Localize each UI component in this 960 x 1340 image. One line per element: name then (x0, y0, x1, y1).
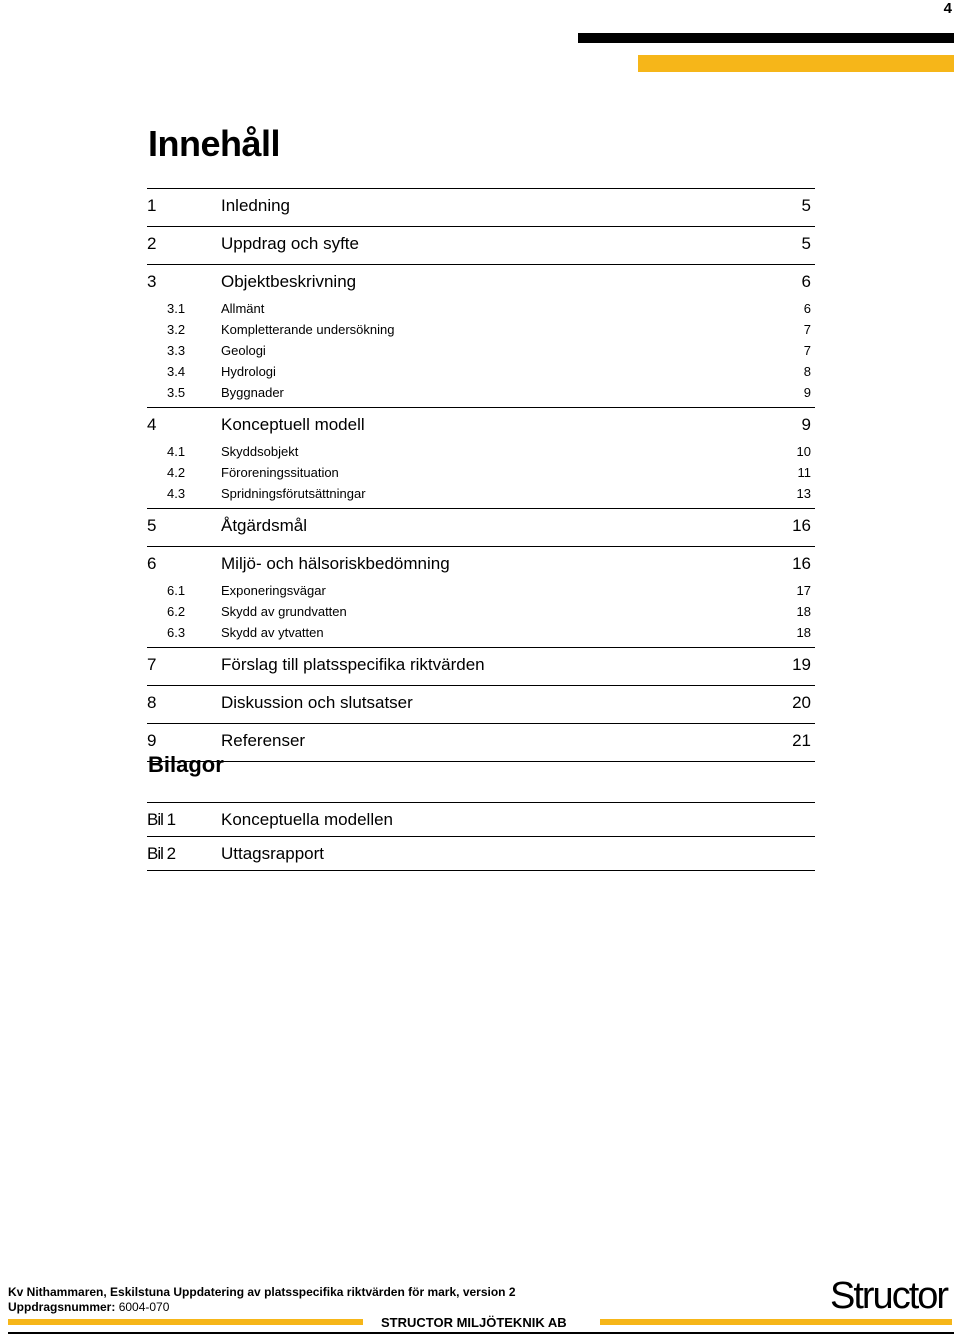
toc-subentry[interactable] (147, 340, 815, 361)
footer-company-name: STRUCTOR MILJÖTEKNIK AB (381, 1315, 567, 1330)
header-black-bar (578, 33, 954, 43)
footer-project-title: Kv Nithammaren, Eskilstuna Uppdatering av platsspecifika riktvärden för mark, version 2 (8, 1285, 516, 1299)
toc-chapter (147, 227, 815, 265)
footer-bottom-line (8, 1332, 954, 1334)
toc-page: 10 (796, 444, 811, 459)
toc-num: 6.3 (167, 625, 186, 640)
toc-label: Exponeringsvägar (221, 583, 326, 598)
toc-label: Kompletterande undersökning (221, 322, 395, 337)
toc-subentry[interactable] (147, 483, 815, 504)
toc-label: Hydrologi (221, 364, 276, 379)
toc-page: 16 (792, 553, 811, 573)
toc-chapter (147, 686, 815, 724)
toc-label: Konceptuell modell (221, 414, 365, 434)
toc-entry[interactable] (147, 265, 815, 298)
table-of-contents (147, 188, 815, 762)
toc-subentry[interactable] (147, 622, 815, 643)
toc-page: 6 (803, 301, 811, 316)
appendix-label: Konceptuella modellen (221, 809, 394, 829)
footer-yellow-bar-left (8, 1319, 363, 1325)
toc-label: Geologi (221, 343, 266, 358)
toc-page: 11 (797, 465, 811, 480)
toc-num: 2 (147, 233, 157, 253)
toc-subentry[interactable] (147, 298, 815, 319)
toc-page: 20 (792, 692, 811, 712)
toc-label: Miljö- och hälsoriskbedömning (221, 553, 450, 573)
toc-entry[interactable] (147, 724, 815, 757)
toc-num: 8 (147, 692, 157, 712)
toc-num: 4.1 (167, 444, 186, 459)
toc-page: 18 (796, 604, 811, 619)
toc-chapter (147, 189, 815, 227)
toc-page: 5 (801, 233, 811, 253)
toc-entry[interactable] (147, 189, 815, 222)
toc-num: 3.5 (167, 385, 186, 400)
toc-entry[interactable] (147, 509, 815, 542)
toc-subentry[interactable] (147, 441, 815, 462)
toc-entry[interactable] (147, 648, 815, 681)
toc-num: 3.3 (167, 343, 186, 358)
page-title: Innehåll (148, 123, 281, 164)
toc-label: Diskussion och slutsatser (221, 692, 413, 712)
toc-page: 16 (792, 515, 811, 535)
header-yellow-bar (638, 55, 954, 72)
toc-num: 3.1 (167, 301, 186, 316)
appendix-entry[interactable] (147, 803, 815, 837)
appendix-code: Bil 1 (147, 809, 176, 829)
footer-assignment (8, 1300, 169, 1314)
footer-assignment-label: Uppdragsnummer: (8, 1300, 116, 1314)
toc-label: Inledning (221, 195, 291, 215)
toc-subentry[interactable] (147, 462, 815, 483)
toc-page: 13 (796, 486, 811, 501)
page-number: 4 (943, 0, 952, 17)
toc-subentry[interactable] (147, 382, 815, 403)
toc-chapter (147, 265, 815, 408)
toc-page: 18 (796, 625, 811, 640)
toc-chapter (147, 547, 815, 648)
toc-page: 19 (792, 654, 811, 674)
toc-page: 7 (803, 322, 811, 337)
toc-label: Objektbeskrivning (221, 271, 357, 291)
toc-page: 7 (803, 343, 811, 358)
toc-page: 8 (803, 364, 811, 379)
appendix-label: Uttagsrapport (221, 843, 324, 863)
footer-yellow-bar-right (600, 1319, 952, 1325)
footer-assignment-number: 6004-070 (118, 1300, 170, 1314)
toc-label: Referenser (221, 730, 306, 750)
toc-chapter (147, 408, 815, 509)
toc-page: 5 (801, 195, 811, 215)
toc-page: 21 (792, 730, 811, 750)
toc-label: Föroreningssituation (221, 465, 339, 480)
toc-subentry[interactable] (147, 580, 815, 601)
structor-logo: Structor (830, 1275, 948, 1317)
toc-subentry[interactable] (147, 361, 815, 382)
toc-num: 3.4 (167, 364, 186, 379)
toc-num: 4.3 (167, 486, 186, 501)
toc-page: 6 (801, 271, 811, 291)
toc-entry[interactable] (147, 408, 815, 441)
toc-subentry[interactable] (147, 319, 815, 340)
toc-num: 3.2 (167, 322, 186, 337)
toc-num: 3 (147, 271, 157, 291)
toc-subentry[interactable] (147, 601, 815, 622)
toc-label: Åtgärdsmål (221, 515, 307, 535)
toc-chapter (147, 509, 815, 547)
toc-entry[interactable] (147, 686, 815, 719)
toc-num: 5 (147, 515, 157, 535)
toc-label: Skydd av ytvatten (221, 625, 324, 640)
toc-label: Skydd av grundvatten (221, 604, 347, 619)
toc-label: Spridningsförutsättningar (221, 486, 366, 501)
toc-page: 9 (803, 385, 811, 400)
toc-num: 1 (147, 195, 157, 215)
toc-label: Förslag till platsspecifika riktvärden (221, 654, 485, 674)
toc-label: Allmänt (221, 301, 265, 316)
toc-entry[interactable] (147, 227, 815, 260)
toc-num: 4 (147, 414, 157, 434)
appendix-title: Bilagor (148, 752, 224, 777)
toc-num: 6 (147, 553, 157, 573)
toc-page: 17 (796, 583, 811, 598)
toc-num: 4.2 (167, 465, 186, 480)
toc-num: 7 (147, 654, 157, 674)
toc-num: 6.1 (167, 583, 186, 598)
appendix-entry[interactable] (147, 837, 815, 871)
toc-label: Byggnader (221, 385, 284, 400)
toc-entry[interactable] (147, 547, 815, 580)
toc-page: 9 (801, 414, 811, 434)
toc-chapter (147, 648, 815, 686)
appendix-list (147, 802, 815, 871)
toc-chapter (147, 724, 815, 762)
toc-num: 9 (147, 730, 157, 750)
toc-label: Uppdrag och syfte (221, 233, 359, 253)
appendix-code: Bil 2 (147, 843, 176, 863)
toc-label: Skyddsobjekt (221, 444, 299, 459)
toc-num: 6.2 (167, 604, 186, 619)
